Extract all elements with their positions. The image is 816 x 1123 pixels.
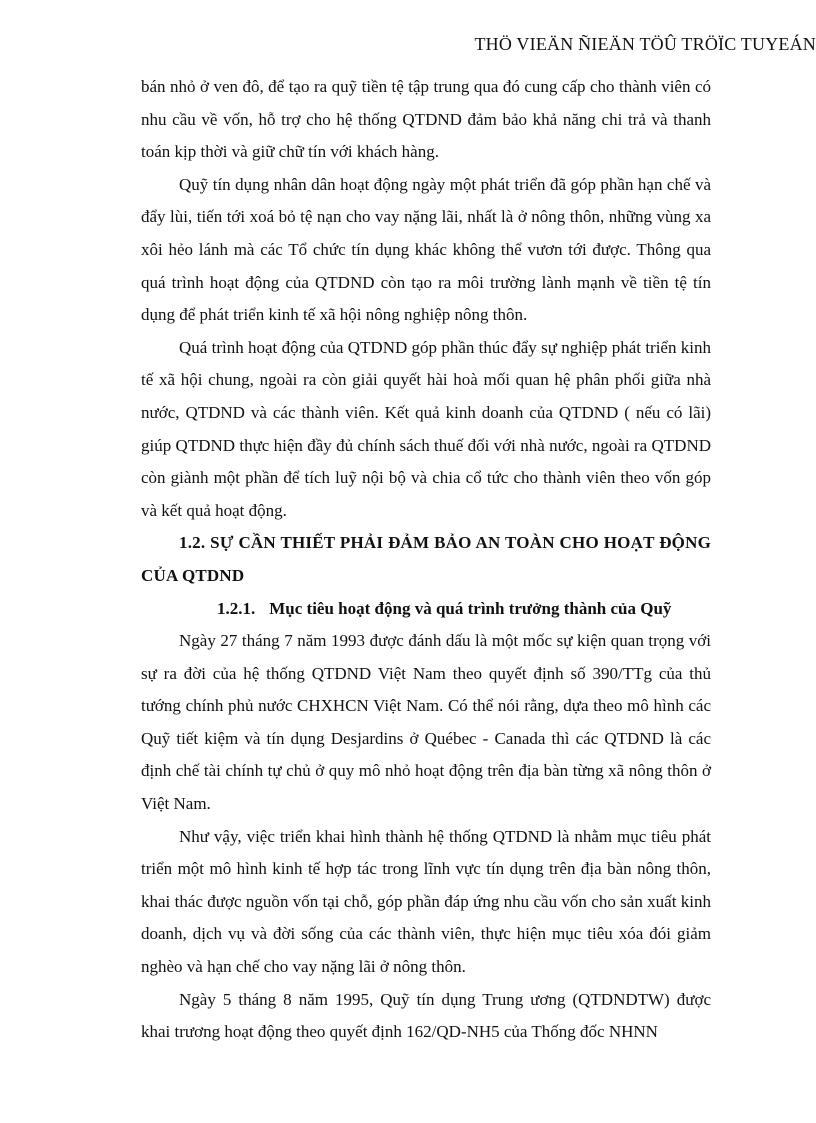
paragraph-credit-fund-development: Quỹ tín dụng nhân dân hoạt động ngày một phát triển đã góp phần hạn chế và đẩy lùi, tiến tới xoá bỏ tệ nạn cho vay nặng lãi, nhất là ở nông thôn, những vùng xa xôi hẻo lánh mà các Tổ chức tín dụng khác không thể vươn tới được. Thông qua quá trình hoạt động của QTDND còn tạo ra môi trường lành mạnh về tiền tệ tín dụng để phát triển kinh tế xã hội nông nghiệp nông thôn. bbox=[141, 174, 711, 325]
section-heading-1-2: 1.2. SỰ CẦN THIẾT PHẢI ĐẢM BẢO AN TOÀN CHO HOẠT ĐỘNG CỦA QTDND bbox=[141, 533, 711, 585]
subsection-title: Mục tiêu hoạt động và quá trình trưởng thành của Quỹ bbox=[269, 598, 672, 618]
running-header: THÖ VIEÄN ÑIEÄN TÖÛ TRÖÏC TUYEÁN bbox=[474, 34, 816, 54]
subsection-number: 1.2.1. bbox=[217, 598, 256, 618]
paragraph-continuation: bán nhỏ ở ven đô, để tạo ra quỹ tiền tệ tập trung qua đó cung cấp cho thành viên có nhu cầu về vốn, hỗ trợ cho hệ thống QTDND đảm bảo khả năng chi trả và thanh toán kịp thời và giữ chữ tín với khách hàng. bbox=[141, 77, 711, 162]
document-body bbox=[141, 71, 711, 1049]
subsection-heading-1-2-1 bbox=[141, 593, 711, 626]
paragraph-central-fund-1995: Ngày 5 tháng 8 năm 1995, Quỹ tín dụng Trung ương (QTDNDTW) được khai trương hoạt động theo quyết định 162/QD-NH5 của Thống đốc NHNN bbox=[141, 989, 711, 1042]
paragraph-system-objectives: Như vậy, việc triển khai hình thành hệ thống QTDND là nhằm mục tiêu phát triển một mô hình kinh tế hợp tác trong lĩnh vực tín dụng trên địa bàn nông thôn, khai thác được nguồn vốn tại chỗ, góp phần đáp ứng nhu cầu vốn cho sản xuất kinh doanh, dịch vụ và đời sống của các thành viên, thực hiện mục tiêu xóa đói giảm nghèo và hạn chế cho vay nặng lãi ở nông thôn. bbox=[141, 826, 711, 977]
paragraph-founding-1993: Ngày 27 tháng 7 năm 1993 được đánh dấu là một mốc sự kiện quan trọng với sự ra đời của hệ thống QTDND Việt Nam theo quyết định số 390/TTg của thủ tướng chính phủ nước CHXHCN Việt Nam. Có thể nói rằng, dựa theo mô hình các Quỹ tiết kiệm và tín dụng Desjardins ở Québec - Canada thì các QTDND là các định chế tài chính tự chủ ở quy mô nhỏ hoạt động trên địa bàn từng xã nông thôn ở Việt Nam. bbox=[141, 631, 711, 814]
paragraph-economic-contribution: Quá trình hoạt động của QTDND góp phần thúc đẩy sự nghiệp phát triển kinh tế xã hội chung, ngoài ra còn giải quyết hài hoà mối quan hệ phân phối giữa nhà nước, QTDND và các thành viên. Kết quả kinh doanh của QTDND ( nếu có lãi) giúp QTDND thực hiện đầy đủ chính sách thuế đối với nhà nước, ngoài ra QTDND còn giành một phần để tích luỹ nội bộ và chia cổ tức cho thành viên theo vốn góp và kết quả hoạt động. bbox=[141, 337, 711, 520]
